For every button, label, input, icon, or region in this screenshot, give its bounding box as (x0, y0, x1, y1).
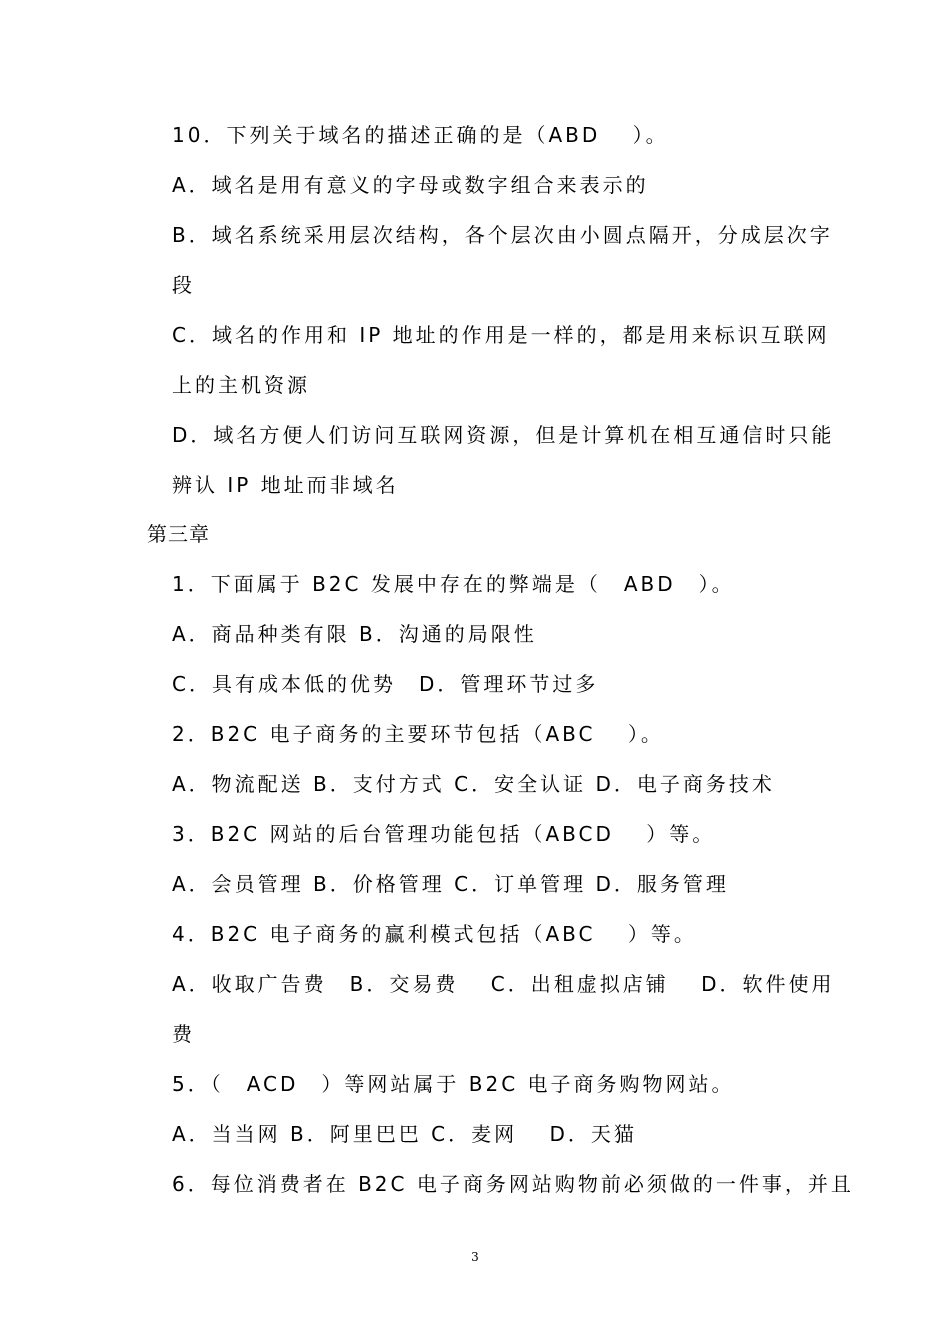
question-4-options-continued: 费 (172, 1022, 195, 1046)
question-6: 6．每位消费者在 B2C 电子商务网站购物前必须做的一件事，并且 (172, 1172, 854, 1196)
option-b-continued: 段 (172, 273, 195, 297)
option-d: D．域名方便人们访问互联网资源，但是计算机在相互通信时只能 (172, 423, 835, 447)
question-3: 3．B2C 网站的后台管理功能包括（ABCD ）等。 (172, 822, 716, 846)
option-d-continued: 辨认 IP 地址而非域名 (172, 473, 399, 497)
question-3-options: A．会员管理 B．价格管理 C．订单管理 D．服务管理 (172, 872, 729, 896)
chapter-heading: 第三章 (147, 522, 210, 546)
question-1-options-cd: C．具有成本低的优势 D．管理环节过多 (172, 672, 599, 696)
option-c: C．域名的作用和 IP 地址的作用是一样的，都是用来标识互联网 (172, 323, 830, 347)
question-5: 5．（ ACD ）等网站属于 B2C 电子商务购物网站。 (172, 1072, 735, 1096)
question-4-options: A．收取广告费 B．交易费 C．出租虚拟店铺 D．软件使用 (172, 972, 835, 996)
question-10: 10．下列关于域名的描述正确的是（ABD ）。 (172, 123, 669, 147)
page-number: 3 (471, 1250, 479, 1264)
question-1: 1．下面属于 B2C 发展中存在的弊端是（ ABD ）。 (172, 572, 735, 596)
option-b: B．域名系统采用层次结构，各个层次由小圆点隔开，分成层次字 (172, 223, 833, 247)
question-2: 2．B2C 电子商务的主要环节包括（ABC ）。 (172, 722, 664, 746)
question-2-options: A．物流配送 B．支付方式 C．安全认证 D．电子商务技术 (172, 772, 775, 796)
option-c-continued: 上的主机资源 (172, 373, 310, 397)
question-5-options: A．当当网 B．阿里巴巴 C．麦网 D．天猫 (172, 1122, 637, 1146)
question-1-options-ab: A．商品种类有限 B．沟通的局限性 (172, 622, 537, 646)
question-4: 4．B2C 电子商务的赢利模式包括（ABC ）等。 (172, 922, 697, 946)
option-a: A．域名是用有意义的字母或数字组合来表示的 (172, 173, 649, 197)
